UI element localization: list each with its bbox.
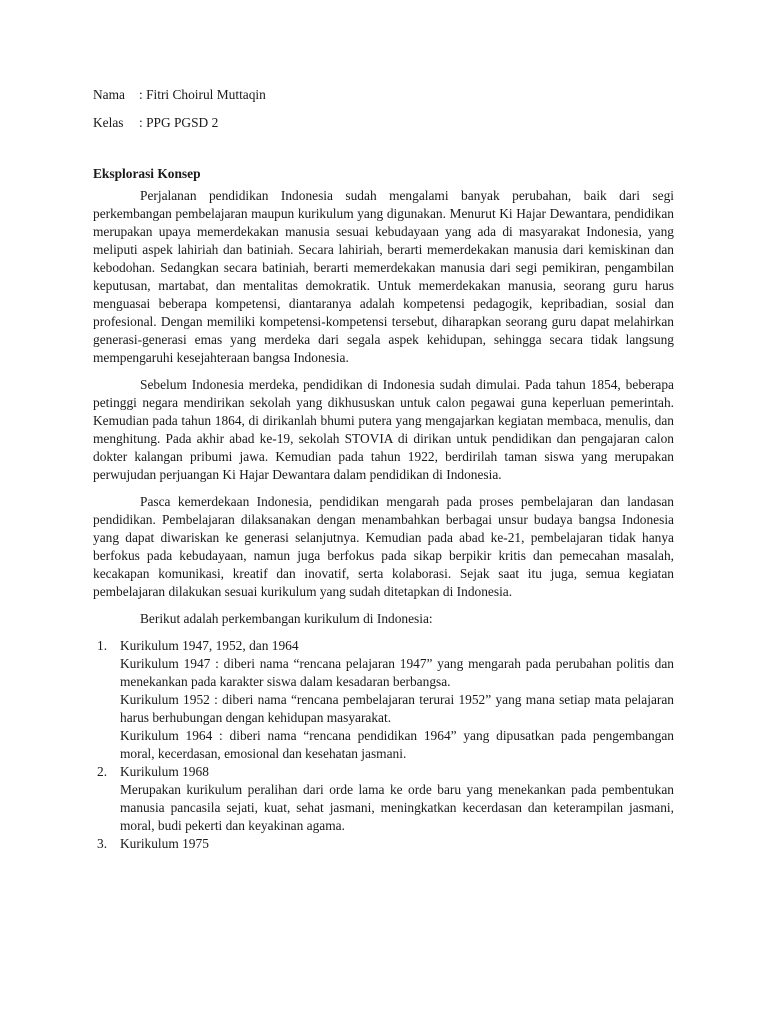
list-item xyxy=(93,835,674,853)
student-name-row xyxy=(93,86,674,104)
class-value: : PPG PGSD 2 xyxy=(139,115,219,130)
list-number: 1. xyxy=(97,638,108,653)
name-label: Nama xyxy=(93,87,125,102)
list-number: 3. xyxy=(97,836,108,851)
list-item-detail: Kurikulum 1947 : diberi nama “rencana pelajaran 1947” yang mengarah pada perubahan politis dan menekankan pada karakter siswa dalam kesadaran berbangsa. xyxy=(120,656,674,689)
curriculum-list xyxy=(93,637,674,853)
student-class-row xyxy=(93,114,674,132)
paragraph: Pasca kemerdekaan Indonesia, pendidikan mengarah pada proses pembelajaran dan landasan pendidikan. Pembelajaran dilaksanakan dengan menambahkan berbagai unsur budaya bangsa Indonesia yang dapat diwariskan ke generasi selanjutnya. Kemudian pada abad ke-21, pembelajaran tidak hanya berfokus pada kebudayaan, namun juga berfokus pada sikap berpikir kritis dan pemecahan masalah, kecakapan komunikasi, kreatif dan inovatif, serta kolaborasi. Sejak saat itu juga, semua kegiatan pembelajaran dilakukan sesuai kurikulum yang sudah ditetapkan di Indonesia. xyxy=(93,494,674,599)
list-item-detail: Kurikulum 1952 : diberi nama “rencana pembelajaran terurai 1952” yang mana setiap mata pelajaran harus berhubungan dengan kehidupan masyarakat. xyxy=(120,692,674,725)
paragraph: Perjalanan pendidikan Indonesia sudah mengalami banyak perubahan, baik dari segi perkembangan pembelajaran maupun kurikulum yang digunakan. Menurut Ki Hajar Dewantara, pendidikan merupakan upaya memerdekakan manusia sesuai kebudayaan yang ada di masyarakat Indonesia, yang meliputi aspek lahiriah dan batiniah. Secara lahiriah, berarti memerdekakan manusia dari kemiskinan dan kebodohan. Sedangkan secara batiniah, berarti memerdekakan manusia dari segi pemikiran, pengambilan keputusan, martabat, dan mentalitas demokratik. Untuk memerdekakan manusia, seorang guru harus menguasai beberapa kompetensi, diantaranya adalah kompetensi pedagogik, kepribadian, sosial dan profesional. Dengan memiliki kompetensi-kompetensi tersebut, diharapkan seorang guru dapat melahirkan generasi-generasi emas yang merdeka dari segala aspek kehidupan, sehingga secara tidak langsung mempengaruhi kesejahteraan bangsa Indonesia. xyxy=(93,188,674,365)
section-heading: Eksplorasi Konsep xyxy=(93,166,201,181)
list-number: 2. xyxy=(97,764,108,779)
list-item xyxy=(93,763,674,835)
list-intro: Berikut adalah perkembangan kurikulum di Indonesia: xyxy=(140,611,433,626)
class-label: Kelas xyxy=(93,115,124,130)
list-item-title: Kurikulum 1975 xyxy=(120,836,209,851)
list-item xyxy=(93,637,674,763)
list-item-detail: Merupakan kurikulum peralihan dari orde lama ke orde baru yang menekankan pada pembentukan manusia pancasila sejati, kuat, sehat jasmani, meningkatkan kecerdasan dan keterampilan jasmani, moral, budi pekerti dan keyakinan agama. xyxy=(120,782,674,833)
paragraph: Sebelum Indonesia merdeka, pendidikan di Indonesia sudah dimulai. Pada tahun 1854, beberapa petinggi negara mendirikan sekolah yang dikhususkan untuk calon pegawai guna keperluan pemerintah. Kemudian pada tahun 1864, di dirikanlah bhumi putera yang mengajarkan kegiatan membaca, menulis, dan menghitung. Pada akhir abad ke-19, sekolah STOVIA di dirikan untuk pendidikan dan pengajaran calon dokter kalangan pribumi jawa. Kemudian pada tahun 1922, berdirilah taman siswa yang merupakan perwujudan perjuangan Ki Hajar Dewantara dalam pendidikan di Indonesia. xyxy=(93,377,674,482)
name-value: : Fitri Choirul Muttaqin xyxy=(139,87,266,102)
list-item-title: Kurikulum 1968 xyxy=(120,764,209,779)
page-content xyxy=(93,86,674,853)
list-item-detail: Kurikulum 1964 : diberi nama “rencana pendidikan 1964” yang dipusatkan pada pengembangan moral, kecerdasan, emosional dan kesehatan jasmani. xyxy=(120,728,674,761)
list-item-title: Kurikulum 1947, 1952, dan 1964 xyxy=(120,638,299,653)
